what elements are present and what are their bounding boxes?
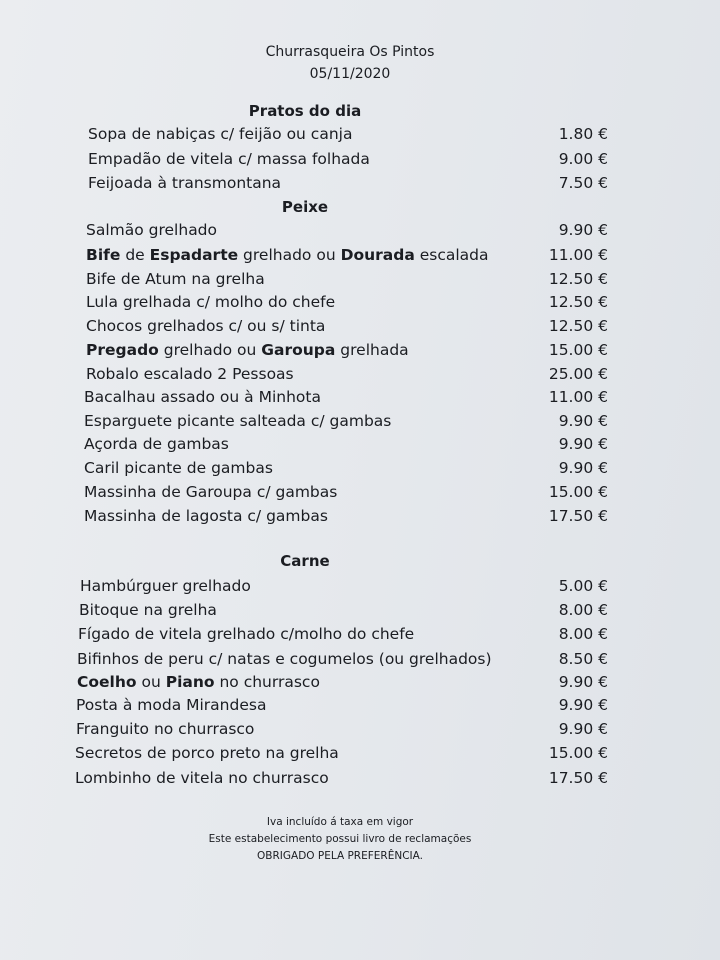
menu-item: [86, 291, 608, 313]
menu-item-price: 11.00 €: [548, 388, 608, 406]
menu-item-price: 9.90 €: [558, 459, 608, 477]
menu-item: [84, 505, 608, 527]
menu-item-name-bold: Piano: [165, 673, 215, 691]
menu-item-name: Franguito no churrasco: [76, 720, 255, 738]
menu-item-name-bold: Dourada: [340, 246, 415, 264]
menu-item-name: Açorda de gambas: [84, 435, 229, 453]
menu-item: [78, 623, 608, 645]
menu-item: [84, 410, 608, 432]
section-title: Carne: [280, 552, 330, 570]
menu-item: [84, 433, 608, 455]
menu-item: [76, 718, 608, 740]
menu-item-name-bold: Pregado: [86, 341, 159, 359]
menu-item-name: Massinha de Garoupa c/ gambas: [84, 483, 338, 501]
menu-item-name: Bife de Atum na grelha: [86, 270, 265, 288]
menu-item-name: Hambúrguer grelhado: [80, 577, 251, 595]
menu-item-price: 15.00 €: [548, 744, 608, 762]
menu-item-price: 9.00 €: [558, 150, 608, 168]
menu-item-price: 15.00 €: [548, 483, 608, 501]
footer-thanks: OBRIGADO PELA PREFERÊNCIA.: [257, 850, 423, 862]
menu-item-name: Feijoada à transmontana: [88, 174, 282, 192]
menu-item-name-part: grelhada: [335, 341, 409, 359]
menu-item-price: 9.90 €: [558, 696, 608, 714]
menu-date: 05/11/2020: [309, 66, 391, 82]
footer-vat-note: Iva incluído á taxa em vigor: [266, 816, 414, 828]
menu-item-name: [86, 339, 409, 361]
menu-item-name-part: de: [120, 246, 150, 264]
menu-item-name: Esparguete picante salteada c/ gambas: [84, 412, 392, 430]
menu-item-name: Robalo escalado 2 Pessoas: [86, 365, 294, 383]
menu-item: [88, 172, 608, 194]
menu-item: [75, 742, 608, 764]
menu-item-name-part: no churrasco: [214, 673, 320, 691]
menu-item-name: Fígado de vitela grelhado c/molho do chefe: [78, 625, 415, 643]
menu-item-name-part: grelhado ou: [158, 341, 262, 359]
menu-item: [84, 481, 608, 503]
menu-item-price: 9.90 €: [558, 435, 608, 453]
menu-item: [84, 457, 608, 479]
section-title: Pratos do dia: [248, 102, 362, 120]
menu-item: [77, 648, 608, 670]
menu-item: [86, 363, 608, 385]
menu-item-name-part: escalada: [414, 246, 489, 264]
menu-item-price: 15.00 €: [548, 341, 608, 359]
menu-item-name: Caril picante de gambas: [84, 459, 273, 477]
menu-item: [86, 315, 608, 337]
menu-item: [88, 148, 608, 170]
menu-item: [86, 219, 608, 241]
menu-item-name: Bifinhos de peru c/ natas e cogumelos (ou grelhados): [77, 650, 492, 668]
menu-item-name: Bacalhau assado ou à Minhota: [84, 388, 321, 406]
menu-item-name-bold: Bife: [86, 246, 121, 264]
section-title: Peixe: [281, 198, 329, 216]
menu-item-name: Salmão grelhado: [86, 221, 218, 239]
menu-item-name: Sopa de nabiças c/ feijão ou canja: [88, 125, 353, 143]
menu-item-price: 25.00 €: [548, 365, 608, 383]
menu-item-price: 12.50 €: [548, 270, 608, 288]
menu-item-price: 17.50 €: [548, 507, 608, 525]
menu-item-name-part: ou: [136, 673, 166, 691]
menu-item: [79, 599, 608, 621]
menu-item-name: Bitoque na grelha: [79, 601, 217, 619]
menu-item-price: 12.50 €: [548, 293, 608, 311]
menu-item: [84, 386, 608, 408]
menu-item-name-part: grelhado ou: [238, 246, 341, 264]
menu-item-name-bold: Espadarte: [149, 246, 239, 264]
menu-item: [75, 767, 608, 789]
menu-item-name: [86, 244, 489, 266]
menu-item: [88, 123, 608, 145]
menu-item-price: 9.90 €: [558, 673, 608, 691]
menu-item-name: Chocos grelhados c/ ou s/ tinta: [86, 317, 326, 335]
menu-item-name-bold: Coelho: [77, 673, 137, 691]
menu-item-price: 1.80 €: [558, 125, 608, 143]
menu-item-name: Lula grelhada c/ molho do chefe: [86, 293, 336, 311]
restaurant-name: Churrasqueira Os Pintos: [265, 44, 435, 60]
menu-item-price: 9.90 €: [558, 720, 608, 738]
menu-item-name: Secretos de porco preto na grelha: [75, 744, 339, 762]
menu-item-price: 8.00 €: [558, 625, 608, 643]
menu-item-price: 7.50 €: [558, 174, 608, 192]
menu-item: [80, 575, 608, 597]
menu-item-name: Massinha de lagosta c/ gambas: [84, 507, 328, 525]
menu-item-name: [77, 671, 320, 693]
menu-item: [86, 268, 608, 290]
menu-item-price: 17.50 €: [548, 769, 608, 787]
menu-item: [86, 339, 608, 361]
menu-item: [77, 671, 608, 693]
footer-complaints-note: Este estabelecimento possui livro de reclamações: [208, 833, 472, 845]
menu-item-price: 11.00 €: [548, 246, 608, 264]
menu-item-price: 12.50 €: [548, 317, 608, 335]
menu-item: [86, 244, 608, 266]
menu-item: [76, 694, 608, 716]
menu-item-name: Empadão de vitela c/ massa folhada: [88, 150, 370, 168]
menu-item-name: Lombinho de vitela no churrasco: [75, 769, 329, 787]
menu-item-price: 8.00 €: [558, 601, 608, 619]
menu-item-price: 8.50 €: [558, 650, 608, 668]
menu-item-price: 9.90 €: [558, 221, 608, 239]
menu-item-name: Posta à moda Mirandesa: [76, 696, 267, 714]
menu-item-price: 9.90 €: [558, 412, 608, 430]
menu-item-name-bold: Garoupa: [261, 341, 336, 359]
menu-item-price: 5.00 €: [558, 577, 608, 595]
